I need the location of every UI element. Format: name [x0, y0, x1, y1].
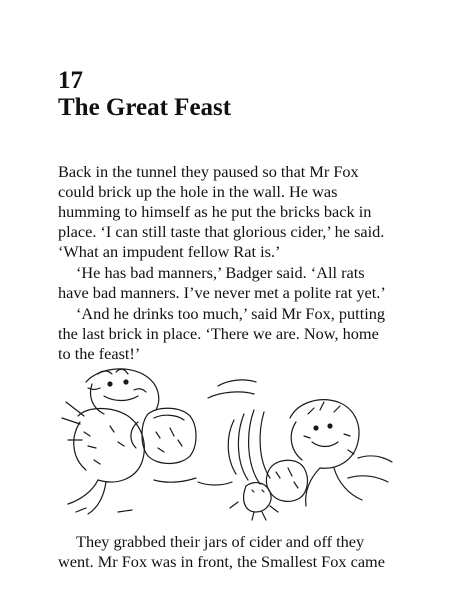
text-line: place. ‘I can still taste that glorious cider,’ he said.	[58, 222, 385, 241]
text-line: could brick up the hole in the wall. He was	[58, 182, 338, 201]
fox-badger-illustration	[58, 362, 408, 522]
small-fox-sketch	[230, 483, 278, 520]
cider-jar-right	[266, 460, 307, 501]
paragraph-4	[58, 532, 408, 572]
motion-lines	[198, 380, 270, 485]
cider-jar-left	[131, 408, 196, 463]
text-line: Back in the tunnel they paused so that Mr Fox	[58, 162, 359, 181]
paragraph-1	[58, 162, 408, 262]
text-line: ‘And he drinks too much,’ said Mr Fox, putting	[76, 304, 386, 323]
text-line: the last brick in place. ‘There we are. Now, home	[58, 324, 379, 343]
text-line: humming to himself as he put the bricks back in	[58, 202, 372, 221]
text-line: ‘What an impudent fellow Rat is.’	[58, 242, 281, 261]
text-line: to the feast!’	[58, 344, 141, 363]
ground-lines	[76, 456, 392, 512]
text-line: have bad manners. I’ve never met a polite rat yet.’	[58, 283, 386, 302]
fox-sketch	[62, 369, 159, 514]
text-line: went. Mr Fox was in front, the Smallest Fox came	[58, 552, 385, 571]
text-line: They grabbed their jars of cider and off they	[76, 532, 365, 551]
paragraph-2	[58, 263, 408, 303]
text-line: ‘He has bad manners,’ Badger said. ‘All rats	[76, 263, 365, 282]
badger-sketch	[290, 400, 362, 506]
chapter-title: The Great Feast	[58, 94, 232, 121]
chapter-number: 17	[58, 67, 83, 94]
paragraph-3	[58, 304, 408, 364]
